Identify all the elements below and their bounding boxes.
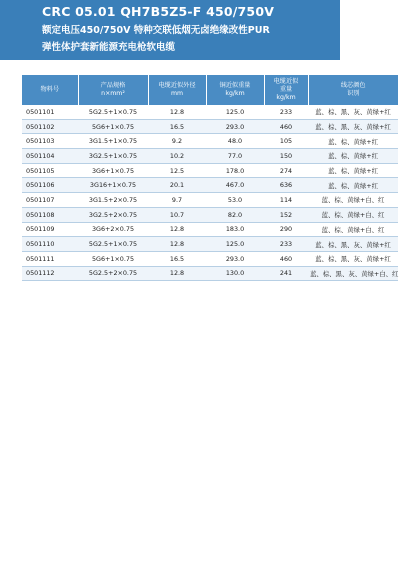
table-row [22,105,398,119]
material-no-cell: 0501103 [22,134,78,149]
table-header-row [22,75,398,105]
table-row [22,207,398,222]
cable-weight-cell: 105 [264,134,308,149]
material-no-cell: 0501111 [22,251,78,266]
copper-weight-cell: 183.0 [206,222,264,237]
copper-weight-cell: 130.0 [206,266,264,281]
cable-weight-cell: 460 [264,251,308,266]
core-colors-cell: 蓝、棕、黑、灰、黄绿+红 [308,251,398,266]
material-no-cell: 0501106 [22,178,78,193]
table-row [22,149,398,164]
header-copper-weight: 铜近似重量 kg/km [206,75,264,105]
product-description-line-1: 额定电压450/750V 特种交联低烟无卤绝缘改性PUR [42,25,270,36]
core-colors-cell: 蓝、棕、黑、灰、黄绿+白、红 [308,266,398,281]
outer-diameter-cell: 16.5 [148,251,206,266]
product-code-title: CRC 05.01 QH7B5Z5-F 450/750V [42,4,275,19]
outer-diameter-cell: 16.5 [148,119,206,134]
cable-weight-cell: 114 [264,193,308,208]
outer-diameter-cell: 12.8 [148,266,206,281]
outer-diameter-cell: 10.7 [148,207,206,222]
copper-weight-cell: 125.0 [206,237,264,252]
table-row [22,251,398,266]
cable-weight-cell: 460 [264,119,308,134]
copper-weight-cell: 48.0 [206,134,264,149]
spec-cell: 5G2.5+2×0.75 [78,266,148,281]
core-colors-cell: 蓝、棕、黄绿+白、红 [308,222,398,237]
outer-diameter-cell: 12.5 [148,163,206,178]
spec-cell: 3G2.5+2×0.75 [78,207,148,222]
spec-cell: 3G1.5+2×0.75 [78,193,148,208]
header-outer-diameter: 电缆近似外径 mm [148,75,206,105]
spec-cell: 3G6+1×0.75 [78,163,148,178]
outer-diameter-cell: 10.2 [148,149,206,164]
outer-diameter-cell: 20.1 [148,178,206,193]
table-row [22,178,398,193]
core-colors-cell: 蓝、棕、黄绿+红 [308,178,398,193]
copper-weight-cell: 77.0 [206,149,264,164]
material-no-cell: 0501101 [22,105,78,119]
table-row [22,237,398,252]
cable-weight-cell: 274 [264,163,308,178]
spec-cell: 3G6+2×0.75 [78,222,148,237]
core-colors-cell: 蓝、棕、黄绿+白、红 [308,193,398,208]
title-banner [0,0,340,60]
table-row [22,134,398,149]
table-row [22,266,398,281]
outer-diameter-cell: 12.8 [148,105,206,119]
cable-weight-cell: 636 [264,178,308,193]
table-row [22,222,398,237]
cable-weight-cell: 233 [264,237,308,252]
spec-cell: 3G16+1×0.75 [78,178,148,193]
spec-cell: 5G2.5+1×0.75 [78,237,148,252]
spec-cell: 3G2.5+1×0.75 [78,149,148,164]
material-no-cell: 0501102 [22,119,78,134]
material-no-cell: 0501104 [22,149,78,164]
table-row [22,163,398,178]
header-material-no: 物料号 [22,75,78,105]
table-row [22,119,398,134]
header-core-colors: 线芯颜色 识别 [308,75,398,105]
core-colors-cell: 蓝、棕、黑、灰、黄绿+红 [308,105,398,119]
cable-weight-cell: 290 [264,222,308,237]
spec-cell: 5G6+1×0.75 [78,251,148,266]
copper-weight-cell: 293.0 [206,251,264,266]
table-row [22,193,398,208]
copper-weight-cell: 467.0 [206,178,264,193]
table-body [22,105,398,281]
cable-weight-cell: 233 [264,105,308,119]
copper-weight-cell: 125.0 [206,105,264,119]
header-cable-weight: 电缆近似 重量 kg/km [264,75,308,105]
core-colors-cell: 蓝、棕、黄绿+白、红 [308,207,398,222]
spec-cell: 5G2.5+1×0.75 [78,105,148,119]
copper-weight-cell: 178.0 [206,163,264,178]
core-colors-cell: 蓝、棕、黄绿+红 [308,163,398,178]
specification-table [22,75,398,281]
core-colors-cell: 蓝、棕、黑、灰、黄绿+红 [308,237,398,252]
outer-diameter-cell: 9.7 [148,193,206,208]
outer-diameter-cell: 9.2 [148,134,206,149]
cable-weight-cell: 152 [264,207,308,222]
core-colors-cell: 蓝、棕、黑、灰、黄绿+红 [308,119,398,134]
spec-cell: 3G1.5+1×0.75 [78,134,148,149]
header-spec: 产品规格 n×mm² [78,75,148,105]
outer-diameter-cell: 12.8 [148,222,206,237]
copper-weight-cell: 82.0 [206,207,264,222]
product-description-line-2: 弹性体护套新能源充电枪软电缆 [42,42,176,53]
core-colors-cell: 蓝、棕、黄绿+红 [308,134,398,149]
spec-cell: 5G6+1×0.75 [78,119,148,134]
material-no-cell: 0501110 [22,237,78,252]
material-no-cell: 0501108 [22,207,78,222]
cable-weight-cell: 150 [264,149,308,164]
core-colors-cell: 蓝、棕、黄绿+红 [308,149,398,164]
copper-weight-cell: 293.0 [206,119,264,134]
material-no-cell: 0501107 [22,193,78,208]
outer-diameter-cell: 12.8 [148,237,206,252]
copper-weight-cell: 53.0 [206,193,264,208]
material-no-cell: 0501105 [22,163,78,178]
material-no-cell: 0501112 [22,266,78,281]
cable-weight-cell: 241 [264,266,308,281]
material-no-cell: 0501109 [22,222,78,237]
